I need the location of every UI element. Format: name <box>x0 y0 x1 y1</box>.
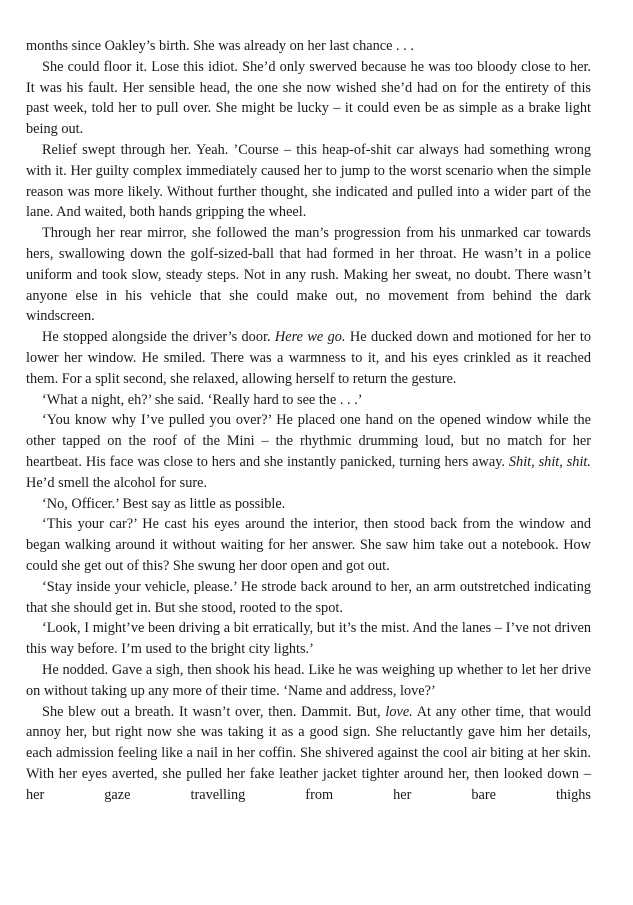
text-run: He stopped alongside the driver’s door. <box>42 329 275 346</box>
paragraph <box>26 223 591 327</box>
paragraph <box>26 660 591 702</box>
text-run: ‘No, Officer.’ Best say as little as possible. <box>42 495 286 512</box>
book-page <box>26 36 591 805</box>
text-run: She could floor it. Lose this idiot. She’d only swerved because he was too bloody close to her. It was his fault. Her sensible head, the one she now wished she’d had on for the entirety of this past week, told her to pull over. She might be lucky – it could even be as simple as a brake light being out. <box>26 58 591 138</box>
text-run: months since Oakley’s birth. She was already on her last chance . . . <box>26 38 414 54</box>
italic-text-run: Shit, shit, shit. <box>508 453 591 470</box>
text-run: ‘This your car?’ He cast his eyes around the interior, then stood back from the window and began walking around it without waiting for her answer. She saw him take out a notebook. How could she get out of this? She swung her door open and got out. <box>26 516 591 574</box>
paragraph <box>26 514 591 576</box>
paragraph <box>26 702 591 806</box>
paragraph <box>26 140 591 223</box>
text-run: ‘What a night, eh?’ she said. ‘Really hard to see the . . .’ <box>42 391 363 408</box>
text-run: At any other time, that would annoy her, but right now she was taking it as a good sign. She reluctantly gave him her details, each admission feeling like a nail in her coffin. She shivered against the cool air biting at her skin. With her eyes averted, she pulled her fake leather jacket tighter around her, then looked down – her gaze travelling from her bare thighs <box>26 703 592 803</box>
italic-text-run: Here we go. <box>274 329 346 346</box>
text-run: ‘Stay inside your vehicle, please.’ He strode back around to her, an arm outstretched indicating that she should get in. But she stood, rooted to the spot. <box>26 578 591 616</box>
paragraph <box>26 327 591 389</box>
text-run: He ducked down and motioned for her to lower her window. He smiled. There was a warmness to it, and his eyes crinkled as it reached them. For a split second, she relaxed, allowing herself to return the gesture. <box>26 329 592 387</box>
paragraph <box>26 577 591 619</box>
text-run: She blew out a breath. It wasn’t over, then. Dammit. But, <box>42 703 386 720</box>
text-run: Relief swept through her. Yeah. ’Course – this heap-of-shit car always had something wrong with it. Her guilty complex immediately caused her to jump to the worst scenario when the simple reason was more likely. Without further thought, she indicated and pulled into a wider part of the lane. And waited, both hands gripping the wheel. <box>26 141 591 221</box>
paragraph <box>26 36 591 57</box>
paragraph <box>26 410 591 493</box>
text-run: He nodded. Gave a sigh, then shook his head. Like he was weighing up whether to let her drive on without taking up any more of their time. ‘Name and address, love?’ <box>26 661 591 699</box>
text-run: ‘Look, I might’ve been driving a bit erratically, but it’s the mist. And the lanes – I’ve not driven this way before. I’m used to the bright city lights.’ <box>26 620 591 658</box>
paragraph <box>26 57 591 140</box>
paragraph <box>26 390 591 411</box>
paragraph <box>26 618 591 660</box>
text-run: Through her rear mirror, she followed the man’s progression from his unmarked car towards hers, swallowing down the golf-sized-ball that had formed in her throat. He wasn’t in a police uniform and took slow, steady steps. Not in any rush. Making her sweat, no doubt. There wasn’t anyone else in his vehicle that she could make out, no movement from behind the dark windscreen. <box>26 225 591 325</box>
text-run: He’d smell the alcohol for sure. <box>26 474 208 491</box>
text-run: ‘You know why I’ve pulled you over?’ He placed one hand on the opened window while the other tapped on the roof of the Mini – the rhythmic drumming loud, but no match for her heartbeat. His face was close to hers and she instantly panicked, turning hers away. <box>26 412 591 470</box>
paragraph <box>26 494 591 515</box>
italic-text-run: love. <box>385 703 413 720</box>
